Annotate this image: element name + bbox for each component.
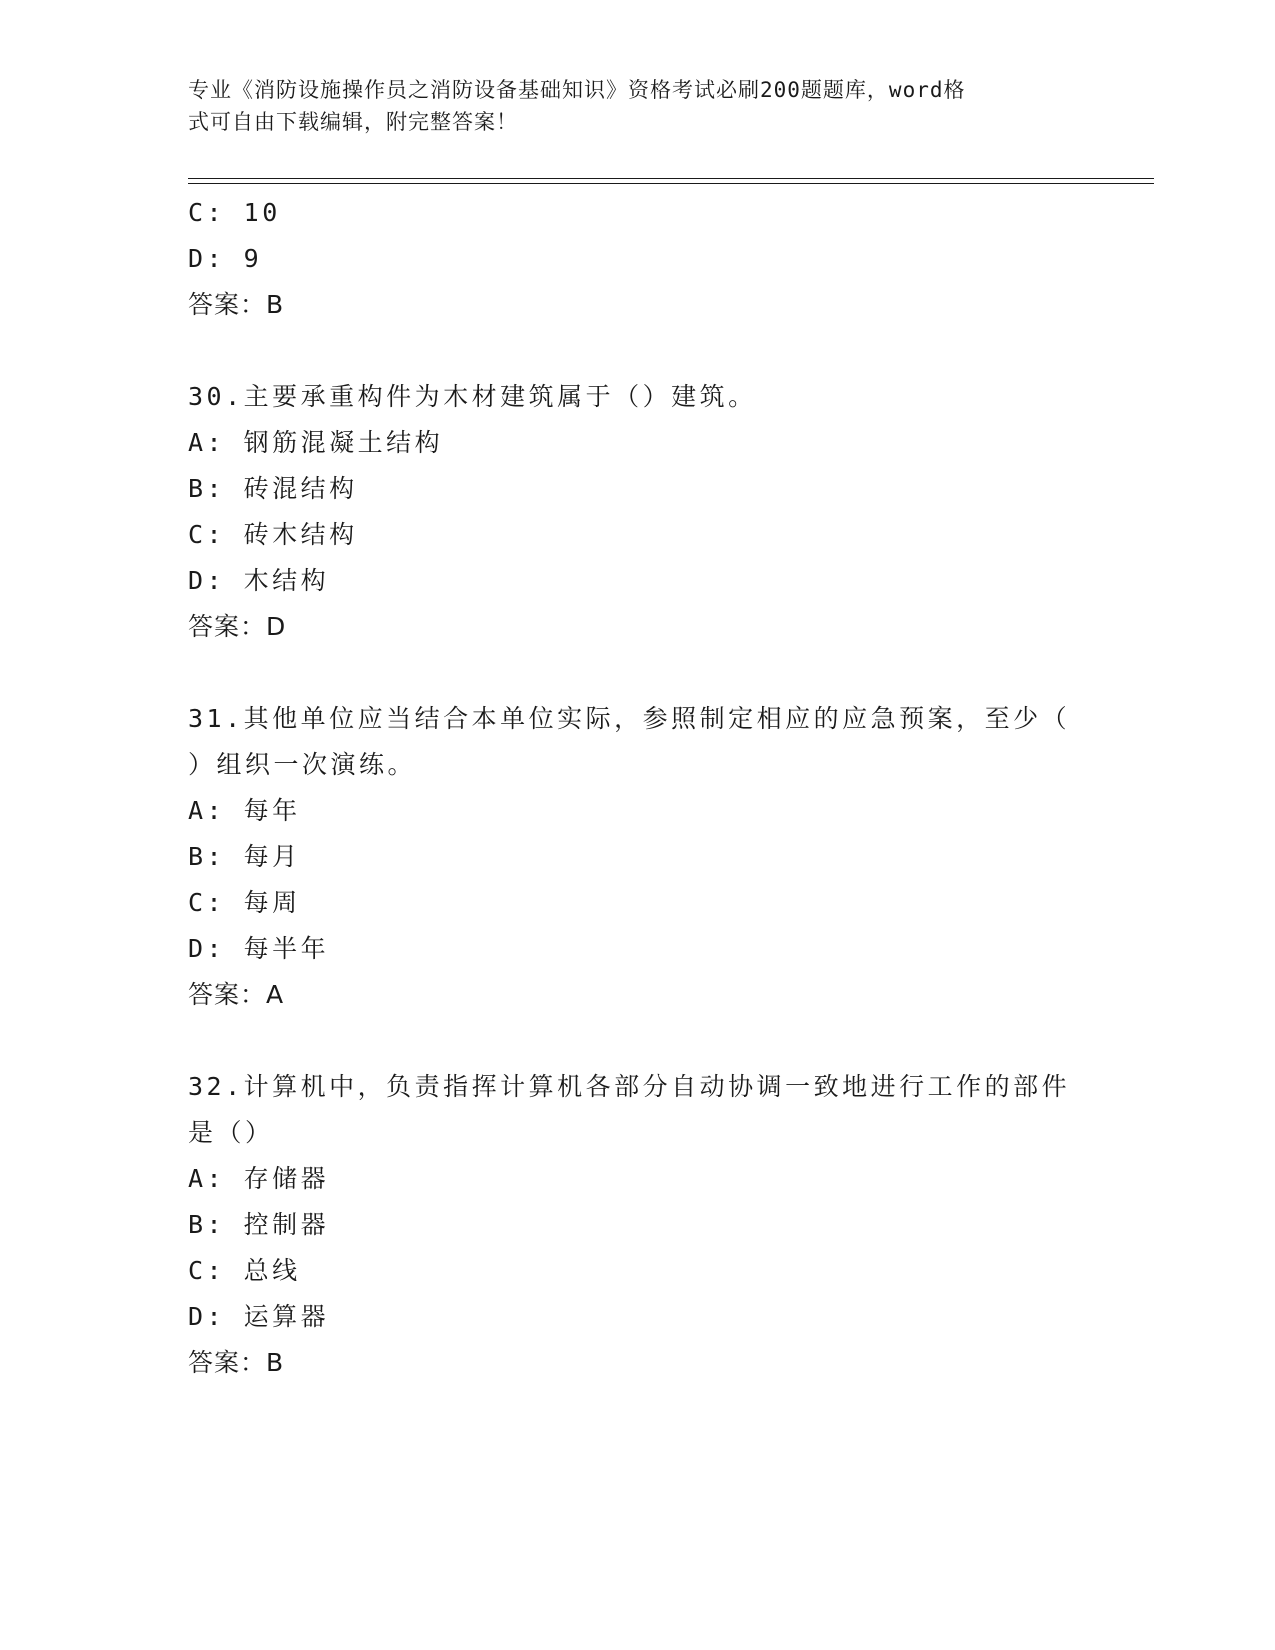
spacer (188, 328, 1088, 374)
document-header (188, 74, 1068, 138)
question-text-line-2: ）组织一次演练。 (188, 750, 417, 779)
header-divider-bottom (188, 183, 1154, 184)
answer-line: 答案：B (188, 290, 285, 319)
option-a: A: 钢筋混凝土结构 (188, 428, 444, 457)
spacer (188, 1018, 1088, 1064)
option-d: D: 每半年 (188, 934, 330, 963)
spacer (188, 650, 1088, 696)
option-d: D: 9 (188, 244, 263, 273)
option-c: C: 总线 (188, 1256, 301, 1285)
option-b: B: 砖混结构 (188, 474, 358, 503)
option-b: B: 每月 (188, 842, 301, 871)
question-32 (188, 1064, 1088, 1386)
question-31 (188, 696, 1088, 1018)
option-a: A: 存储器 (188, 1164, 330, 1193)
option-d: D: 运算器 (188, 1302, 330, 1331)
option-a: A: 每年 (188, 796, 301, 825)
question-text-line-1: 32.计算机中，负责指挥计算机各部分自动协调一致地进行工作的部件 (188, 1072, 1071, 1101)
option-c: C: 10 (188, 198, 281, 227)
option-d: D: 木结构 (188, 566, 330, 595)
question-text-line-1: 31.其他单位应当结合本单位实际，参照制定相应的应急预案，至少（ (188, 704, 1071, 733)
question-30 (188, 374, 1088, 650)
answer-line: 答案：B (188, 1348, 285, 1377)
question-29-tail (188, 190, 1088, 328)
option-c: C: 砖木结构 (188, 520, 358, 549)
header-title-line-1: 专业《消防设施操作员之消防设备基础知识》资格考试必刷200题题库，word格 (188, 78, 966, 102)
header-title-line-2: 式可自由下载编辑，附完整答案！ (188, 110, 518, 134)
answer-line: 答案：A (188, 980, 285, 1009)
header-divider-top (188, 178, 1154, 179)
question-text-line-2: 是（） (188, 1118, 274, 1147)
question-text: 30.主要承重构件为木材建筑属于（）建筑。 (188, 382, 757, 411)
option-b: B: 控制器 (188, 1210, 330, 1239)
question-list (188, 190, 1088, 1386)
answer-line: 答案：D (188, 612, 287, 641)
option-c: C: 每周 (188, 888, 301, 917)
